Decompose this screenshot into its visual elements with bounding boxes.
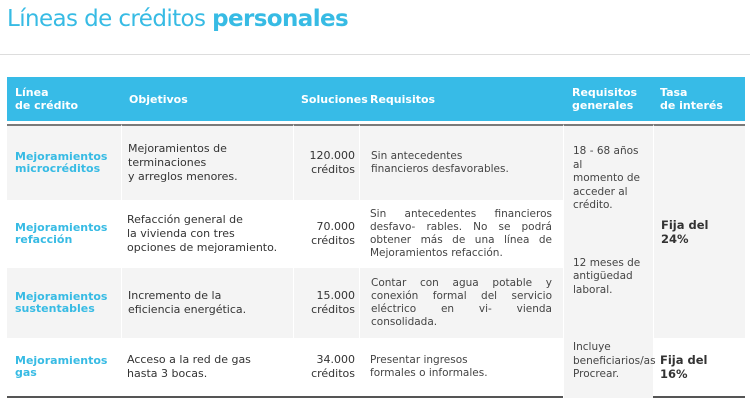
header-tasa (653, 77, 745, 124)
soluciones-unit: créditos (311, 234, 355, 247)
table-header-row (7, 77, 745, 124)
linea-line: Mejoramientos (15, 221, 108, 234)
objetivos-line: opciones de mejoramiento. (127, 241, 278, 254)
linea-line: Mejoramientos (15, 290, 108, 303)
header-requisitos-generales (563, 77, 653, 124)
linea-line: refacción (15, 233, 73, 246)
header-tasa-line2: de interés (660, 99, 723, 112)
cell-requisitos (359, 338, 563, 398)
objetivos-line: Acceso a la red de gas (127, 353, 251, 366)
cell-linea (7, 124, 121, 200)
req-gen-line: 18 - 68 años al (573, 145, 639, 171)
req-gen-line: laboral. (573, 283, 613, 296)
req-gen-line: Incluye (573, 341, 611, 353)
cell-linea (7, 200, 121, 268)
objetivos-line: eficiencia energética. (128, 303, 247, 316)
credit-lines-table (7, 77, 745, 398)
table-row (7, 124, 745, 200)
cell-objetivos (121, 268, 293, 338)
linea-line: microcréditos (15, 162, 101, 175)
req-gen-line: Procrear. (573, 368, 620, 380)
requisitos-line: Contar con agua potable y conexión (371, 277, 552, 302)
objetivos-line: Mejoramientos de (128, 142, 227, 155)
soluciones-count: 120.000 (309, 149, 355, 162)
header-requisitos: Requisitos (359, 77, 563, 124)
soluciones-count: 70.000 (316, 220, 355, 233)
header-tasa-line1: Tasa (660, 86, 688, 99)
soluciones-unit: créditos (311, 303, 355, 316)
req-gen-line: 12 meses de (573, 256, 641, 269)
requisitos-line: vienda consolidada. (371, 303, 552, 328)
cell-linea (7, 268, 121, 338)
req-gen-line: acceder al (573, 185, 628, 198)
req-general-age (573, 145, 647, 213)
cell-objetivos (121, 200, 293, 268)
page-title (7, 6, 348, 32)
cell-soluciones (293, 200, 359, 268)
title-divider (0, 54, 750, 55)
header-linea-line2: de crédito (15, 99, 79, 112)
requisitos-line: Sin antecedentes financieros desfavo- (370, 208, 552, 233)
cell-requisitos (359, 268, 563, 338)
objetivos-line: hasta 3 bocas. (127, 367, 208, 380)
objetivos-line: Refacción general de (127, 213, 243, 226)
req-gen-line: beneficiarios/as (573, 354, 656, 367)
linea-line: gas (15, 366, 37, 379)
header-req-gen-line1: Requisitos (572, 86, 638, 99)
req-gen-line: momento de (573, 172, 640, 184)
header-objetivos: Objetivos (121, 77, 293, 124)
linea-line: Mejoramientos (15, 354, 108, 367)
soluciones-count: 34.000 (316, 353, 355, 366)
header-linea-line1: Línea (15, 86, 49, 99)
cell-objetivos (121, 124, 293, 200)
header-req-gen-line2: generales (572, 99, 634, 112)
cell-tasa-24: Fija del 24% (653, 124, 745, 338)
req-gen-line: antigüedad (573, 270, 633, 282)
cell-soluciones (293, 268, 359, 338)
cell-tasa-16: Fija del 16% (653, 338, 745, 398)
header-soluciones: Soluciones (293, 77, 359, 124)
req-general-seniority (573, 257, 647, 298)
soluciones-unit: créditos (311, 163, 355, 176)
cell-objetivos (121, 338, 293, 398)
soluciones-count: 15.000 (316, 289, 355, 302)
requisitos-line: formal del servicio eléctrico en vi- (371, 290, 553, 315)
linea-line: Mejoramientos (15, 150, 108, 163)
page-title-bold: personales (212, 6, 349, 32)
cell-requisitos (359, 124, 563, 200)
cell-soluciones (293, 338, 359, 398)
objetivos-line: y arreglos menores. (128, 170, 238, 183)
objetivos-line: la vivienda con tres (127, 227, 235, 240)
requisitos-line: financieros desfavorables. (371, 163, 509, 175)
req-gen-line: crédito. (573, 199, 613, 211)
soluciones-unit: créditos (311, 367, 355, 380)
linea-line: sustentables (15, 302, 95, 315)
cell-soluciones (293, 124, 359, 200)
requisitos-line: Sin antecedentes (371, 150, 463, 162)
objetivos-line: terminaciones (128, 156, 207, 169)
requisitos-line: formales o informales. (370, 367, 488, 379)
objetivos-line: Incremento de la (128, 289, 222, 302)
req-general-procrear (573, 341, 656, 382)
requisitos-line: una línea de Mejoramientos refacción. (370, 234, 552, 259)
cell-linea (7, 338, 121, 398)
cell-requisitos (359, 200, 563, 268)
page-title-regular: Líneas de créditos (7, 6, 213, 32)
requisitos-line: rables. No se podrá obtener más de (370, 221, 552, 246)
cell-requisitos-generales (563, 124, 656, 398)
header-linea (7, 77, 121, 124)
requisitos-line: Presentar ingresos (370, 354, 468, 366)
